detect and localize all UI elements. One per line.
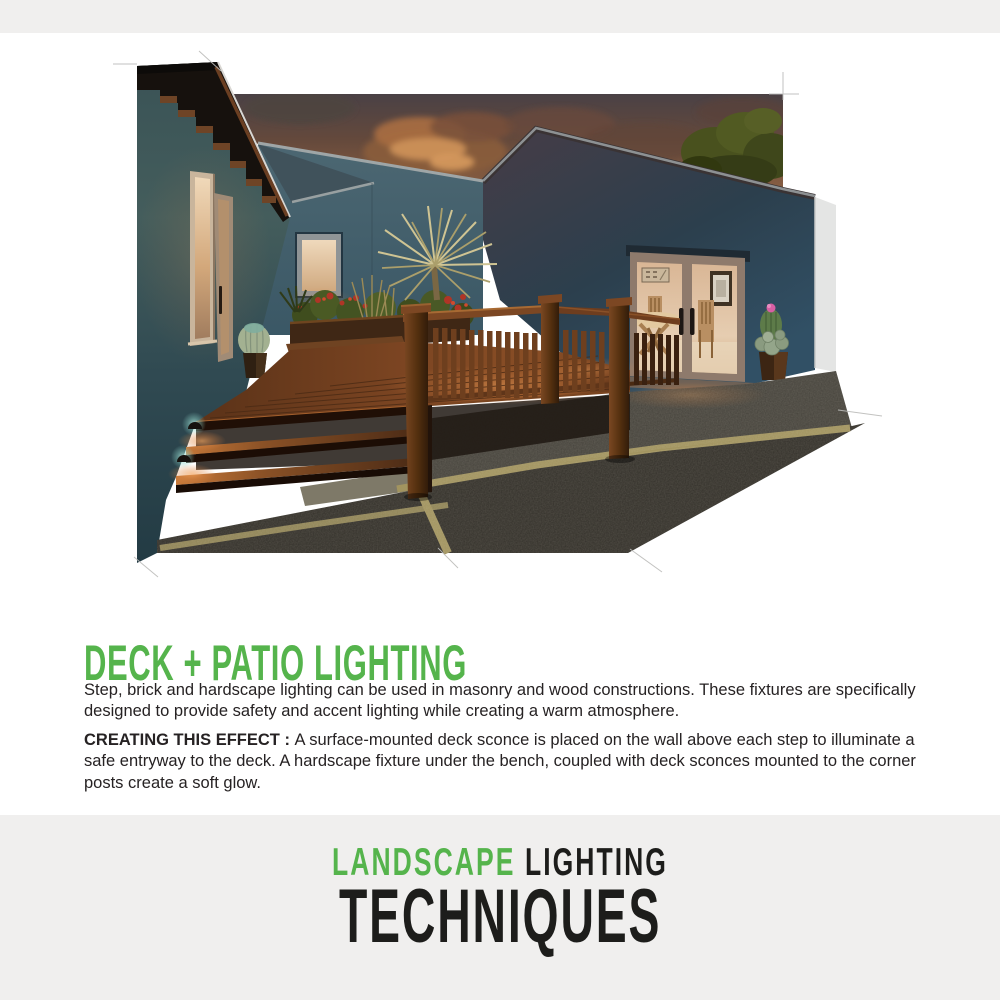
page-title: DECK + PATIO LIGHTING (84, 634, 468, 691)
french-doors (618, 245, 760, 405)
brand-word-lighting: LIGHTING (524, 841, 668, 884)
effect-paragraph-body: A surface-mounted deck sconce is placed on the wall above each step to illuminate a safe entryway to the deck. A hardscape fixture under the bench, coupled with deck sconces mounted to the corner posts create a soft glow. (84, 730, 916, 793)
brand-line-2 (0, 874, 1000, 959)
left-window (188, 171, 217, 346)
wall-end-panel (815, 197, 836, 372)
effect-paragraph-lead: CREATING THIS EFFECT : (84, 730, 295, 749)
brand-word-landscape: LANDSCAPE (332, 841, 516, 884)
intro-paragraph: Step, brick and hardscape lighting can be used in masonry and wood constructions. These fixtures are specifically designed to provide safety and accent lighting while creating a warm atmosphere. (84, 680, 916, 721)
door-handle (219, 286, 222, 314)
brand-word-techniques: TECHNIQUES (338, 874, 662, 959)
effect-paragraph (84, 730, 924, 795)
